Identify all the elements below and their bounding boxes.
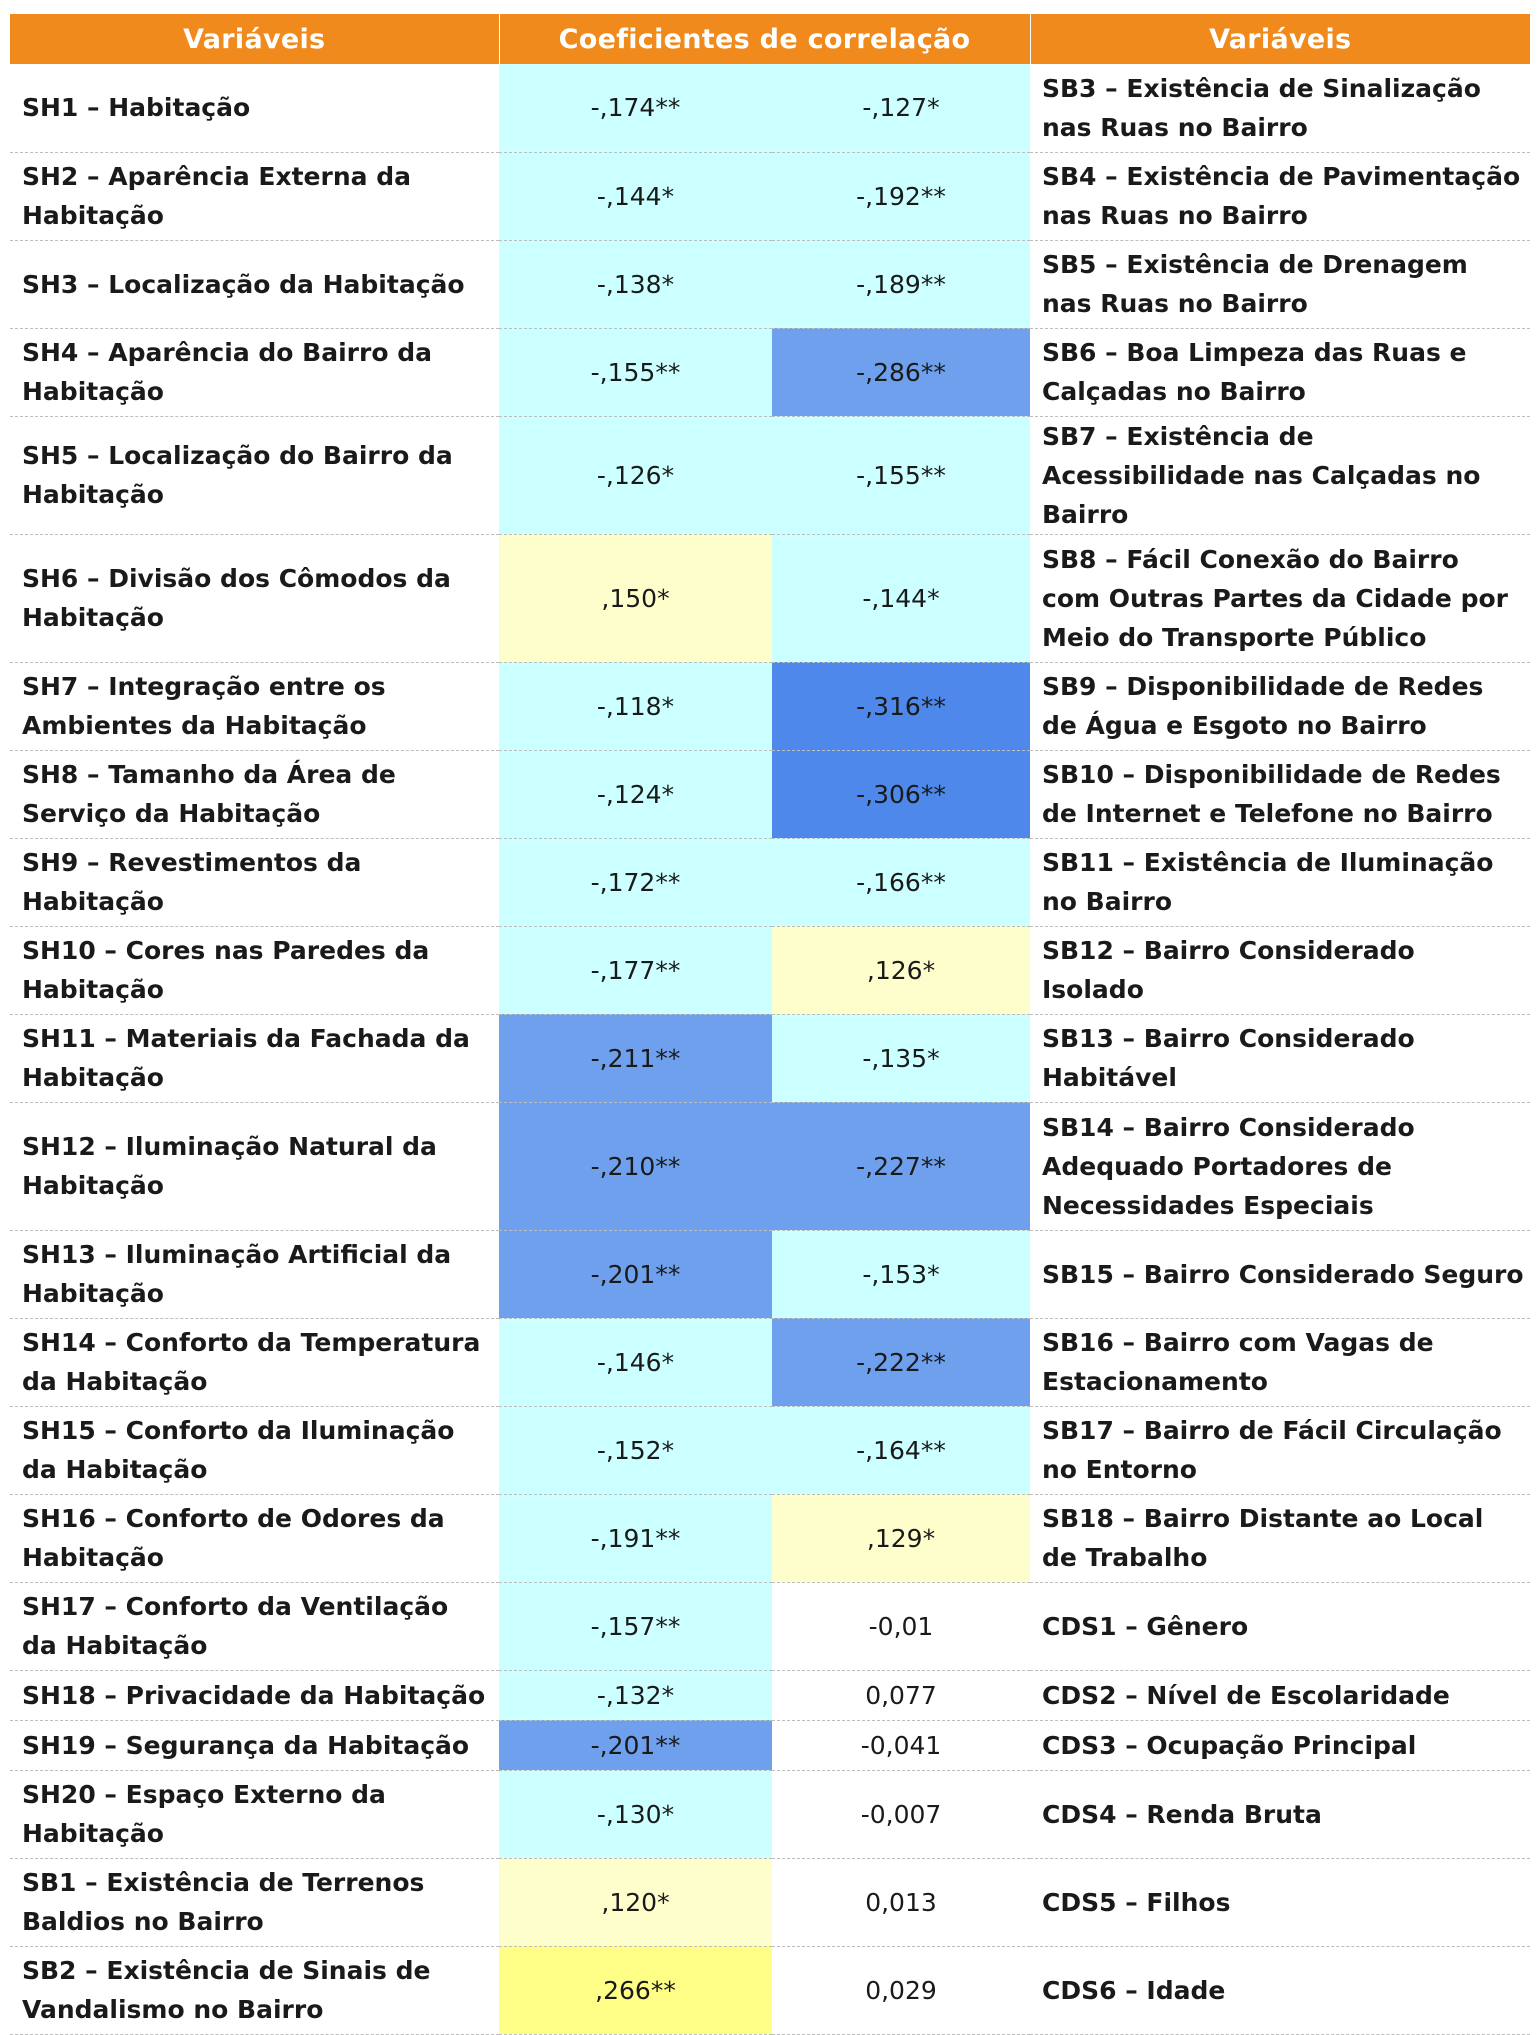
header-variables-left: Variáveis [10,14,499,64]
header-row [10,14,1530,64]
variable-left-cell: SH14 – Conforto da Temperatura da Habitação [10,1318,499,1406]
variable-left-cell: SH15 – Conforto da Iluminação da Habitação [10,1406,499,1494]
coefficient-cell-2: -,127* [772,64,1030,152]
table-row [10,1670,1530,1720]
coefficient-cell-2: -,166** [772,838,1030,926]
coefficient-cell-1: -,152* [499,1406,772,1494]
variable-right-cell: SB14 – Bairro Considerado Adequado Portadores de Necessidades Especiais [1030,1102,1530,1230]
coefficient-cell-2: -,192** [772,152,1030,240]
variable-right-cell: SB13 – Bairro Considerado Habitável [1030,1014,1530,1102]
table-row [10,1318,1530,1406]
variable-left-cell: SH10 – Cores nas Paredes da Habitação [10,926,499,1014]
variable-right-cell: SB7 – Existência de Acessibilidade nas Calçadas no Bairro [1030,416,1530,534]
header-variables-right: Variáveis [1030,14,1530,64]
coefficient-cell-2: -,153* [772,1230,1030,1318]
variable-right-cell: SB5 – Existência de Drenagem nas Ruas no Bairro [1030,240,1530,328]
variable-right-cell: SB16 – Bairro com Vagas de Estacionamento [1030,1318,1530,1406]
variable-right-cell: CDS2 – Nível de Escolaridade [1030,1670,1530,1720]
variable-right-cell: SB6 – Boa Limpeza das Ruas e Calçadas no Bairro [1030,328,1530,416]
variable-right-cell: SB9 – Disponibilidade de Redes de Água e Esgoto no Bairro [1030,662,1530,750]
variable-left-cell: SH18 – Privacidade da Habitação [10,1670,499,1720]
coefficient-cell-2: 0,013 [772,1858,1030,1946]
coefficient-cell-1: -,172** [499,838,772,926]
variable-right-cell: SB18 – Bairro Distante ao Local de Trabalho [1030,1494,1530,1582]
coefficient-cell-1: -,146* [499,1318,772,1406]
variable-left-cell: SH4 – Aparência do Bairro da Habitação [10,328,499,416]
coefficient-cell-2: -,164** [772,1406,1030,1494]
variable-right-cell: SB8 – Fácil Conexão do Bairro com Outras Partes da Cidade por Meio do Transporte Público [1030,534,1530,662]
coefficient-cell-1: -,132* [499,1670,772,1720]
variable-left-cell: SH16 – Conforto de Odores da Habitação [10,1494,499,1582]
variable-left-cell: SB2 – Existência de Sinais de Vandalismo no Bairro [10,1946,499,2034]
table-row [10,1014,1530,1102]
table-row [10,1858,1530,1946]
table-row [10,1102,1530,1230]
coefficient-cell-2: -0,007 [772,1770,1030,1858]
coefficient-cell-2: 0,029 [772,1946,1030,2034]
table-row [10,1770,1530,1858]
table-row [10,662,1530,750]
variable-left-cell: SH3 – Localização da Habitação [10,240,499,328]
variable-left-cell: SH1 – Habitação [10,64,499,152]
table-row [10,838,1530,926]
variable-left-cell: SH11 – Materiais da Fachada da Habitação [10,1014,499,1102]
coefficient-cell-1: -,211** [499,1014,772,1102]
table-row [10,1946,1530,2034]
coefficient-cell-1: -,201** [499,1720,772,1770]
coefficient-cell-2: -0,041 [772,1720,1030,1770]
table-header [10,14,1530,64]
variable-right-cell: CDS4 – Renda Bruta [1030,1770,1530,1858]
table-row [10,750,1530,838]
table-row [10,926,1530,1014]
table-row [10,1494,1530,1582]
coefficient-cell-1: -,174** [499,64,772,152]
coefficient-cell-2: -,135* [772,1014,1030,1102]
table-row [10,1230,1530,1318]
table-row [10,416,1530,534]
variable-right-cell: CDS1 – Gênero [1030,1582,1530,1670]
coefficient-cell-2: -,155** [772,416,1030,534]
coefficient-cell-1: -,201** [499,1230,772,1318]
coefficient-cell-2: -,222** [772,1318,1030,1406]
table-row [10,1720,1530,1770]
header-correlation-coefficients: Coeficientes de correlação [499,14,1030,64]
table-row [10,152,1530,240]
coefficient-cell-1: -,130* [499,1770,772,1858]
variable-left-cell: SH8 – Tamanho da Área de Serviço da Habitação [10,750,499,838]
coefficient-cell-1: -,157** [499,1582,772,1670]
coefficient-cell-2: -,144* [772,534,1030,662]
coefficient-cell-2: ,129* [772,1494,1030,1582]
variable-right-cell: SB17 – Bairro de Fácil Circulação no Entorno [1030,1406,1530,1494]
table-row [10,1406,1530,1494]
variable-left-cell: SB1 – Existência de Terrenos Baldios no Bairro [10,1858,499,1946]
coefficient-cell-1: ,266** [499,1946,772,2034]
coefficient-cell-2: -,306** [772,750,1030,838]
variable-right-cell: SB3 – Existência de Sinalização nas Ruas no Bairro [1030,64,1530,152]
coefficient-cell-2: -,189** [772,240,1030,328]
variable-right-cell: CDS3 – Ocupação Principal [1030,1720,1530,1770]
correlation-table [10,14,1530,2035]
coefficient-cell-1: -,144* [499,152,772,240]
coefficient-cell-2: -,227** [772,1102,1030,1230]
table-row [10,534,1530,662]
variable-right-cell: SB15 – Bairro Considerado Seguro [1030,1230,1530,1318]
table-row [10,328,1530,416]
variable-left-cell: SH13 – Iluminação Artificial da Habitação [10,1230,499,1318]
table-body [10,64,1530,2034]
variable-left-cell: SH5 – Localização do Bairro da Habitação [10,416,499,534]
variable-left-cell: SH7 – Integração entre os Ambientes da Habitação [10,662,499,750]
variable-right-cell: SB10 – Disponibilidade de Redes de Internet e Telefone no Bairro [1030,750,1530,838]
variable-left-cell: SH17 – Conforto da Ventilação da Habitação [10,1582,499,1670]
coefficient-cell-2: 0,077 [772,1670,1030,1720]
coefficient-cell-1: ,150* [499,534,772,662]
coefficient-cell-1: -,191** [499,1494,772,1582]
coefficient-cell-2: ,126* [772,926,1030,1014]
variable-right-cell: SB4 – Existência de Pavimentação nas Ruas no Bairro [1030,152,1530,240]
variable-right-cell: SB11 – Existência de Iluminação no Bairro [1030,838,1530,926]
variable-right-cell: SB12 – Bairro Considerado Isolado [1030,926,1530,1014]
variable-left-cell: SH20 – Espaço Externo da Habitação [10,1770,499,1858]
coefficient-cell-1: -,155** [499,328,772,416]
variable-left-cell: SH2 – Aparência Externa da Habitação [10,152,499,240]
table-row [10,1582,1530,1670]
variable-right-cell: CDS5 – Filhos [1030,1858,1530,1946]
table-row [10,64,1530,152]
variable-left-cell: SH12 – Iluminação Natural da Habitação [10,1102,499,1230]
coefficient-cell-1: -,138* [499,240,772,328]
coefficient-cell-1: -,126* [499,416,772,534]
coefficient-cell-2: -,316** [772,662,1030,750]
coefficient-cell-1: -,210** [499,1102,772,1230]
variable-right-cell: CDS6 – Idade [1030,1946,1530,2034]
variable-left-cell: SH19 – Segurança da Habitação [10,1720,499,1770]
coefficient-cell-1: ,120* [499,1858,772,1946]
coefficient-cell-2: -0,01 [772,1582,1030,1670]
coefficient-cell-1: -,118* [499,662,772,750]
variable-left-cell: SH6 – Divisão dos Cômodos da Habitação [10,534,499,662]
table-row [10,240,1530,328]
variable-left-cell: SH9 – Revestimentos da Habitação [10,838,499,926]
coefficient-cell-1: -,177** [499,926,772,1014]
coefficient-cell-2: -,286** [772,328,1030,416]
coefficient-cell-1: -,124* [499,750,772,838]
